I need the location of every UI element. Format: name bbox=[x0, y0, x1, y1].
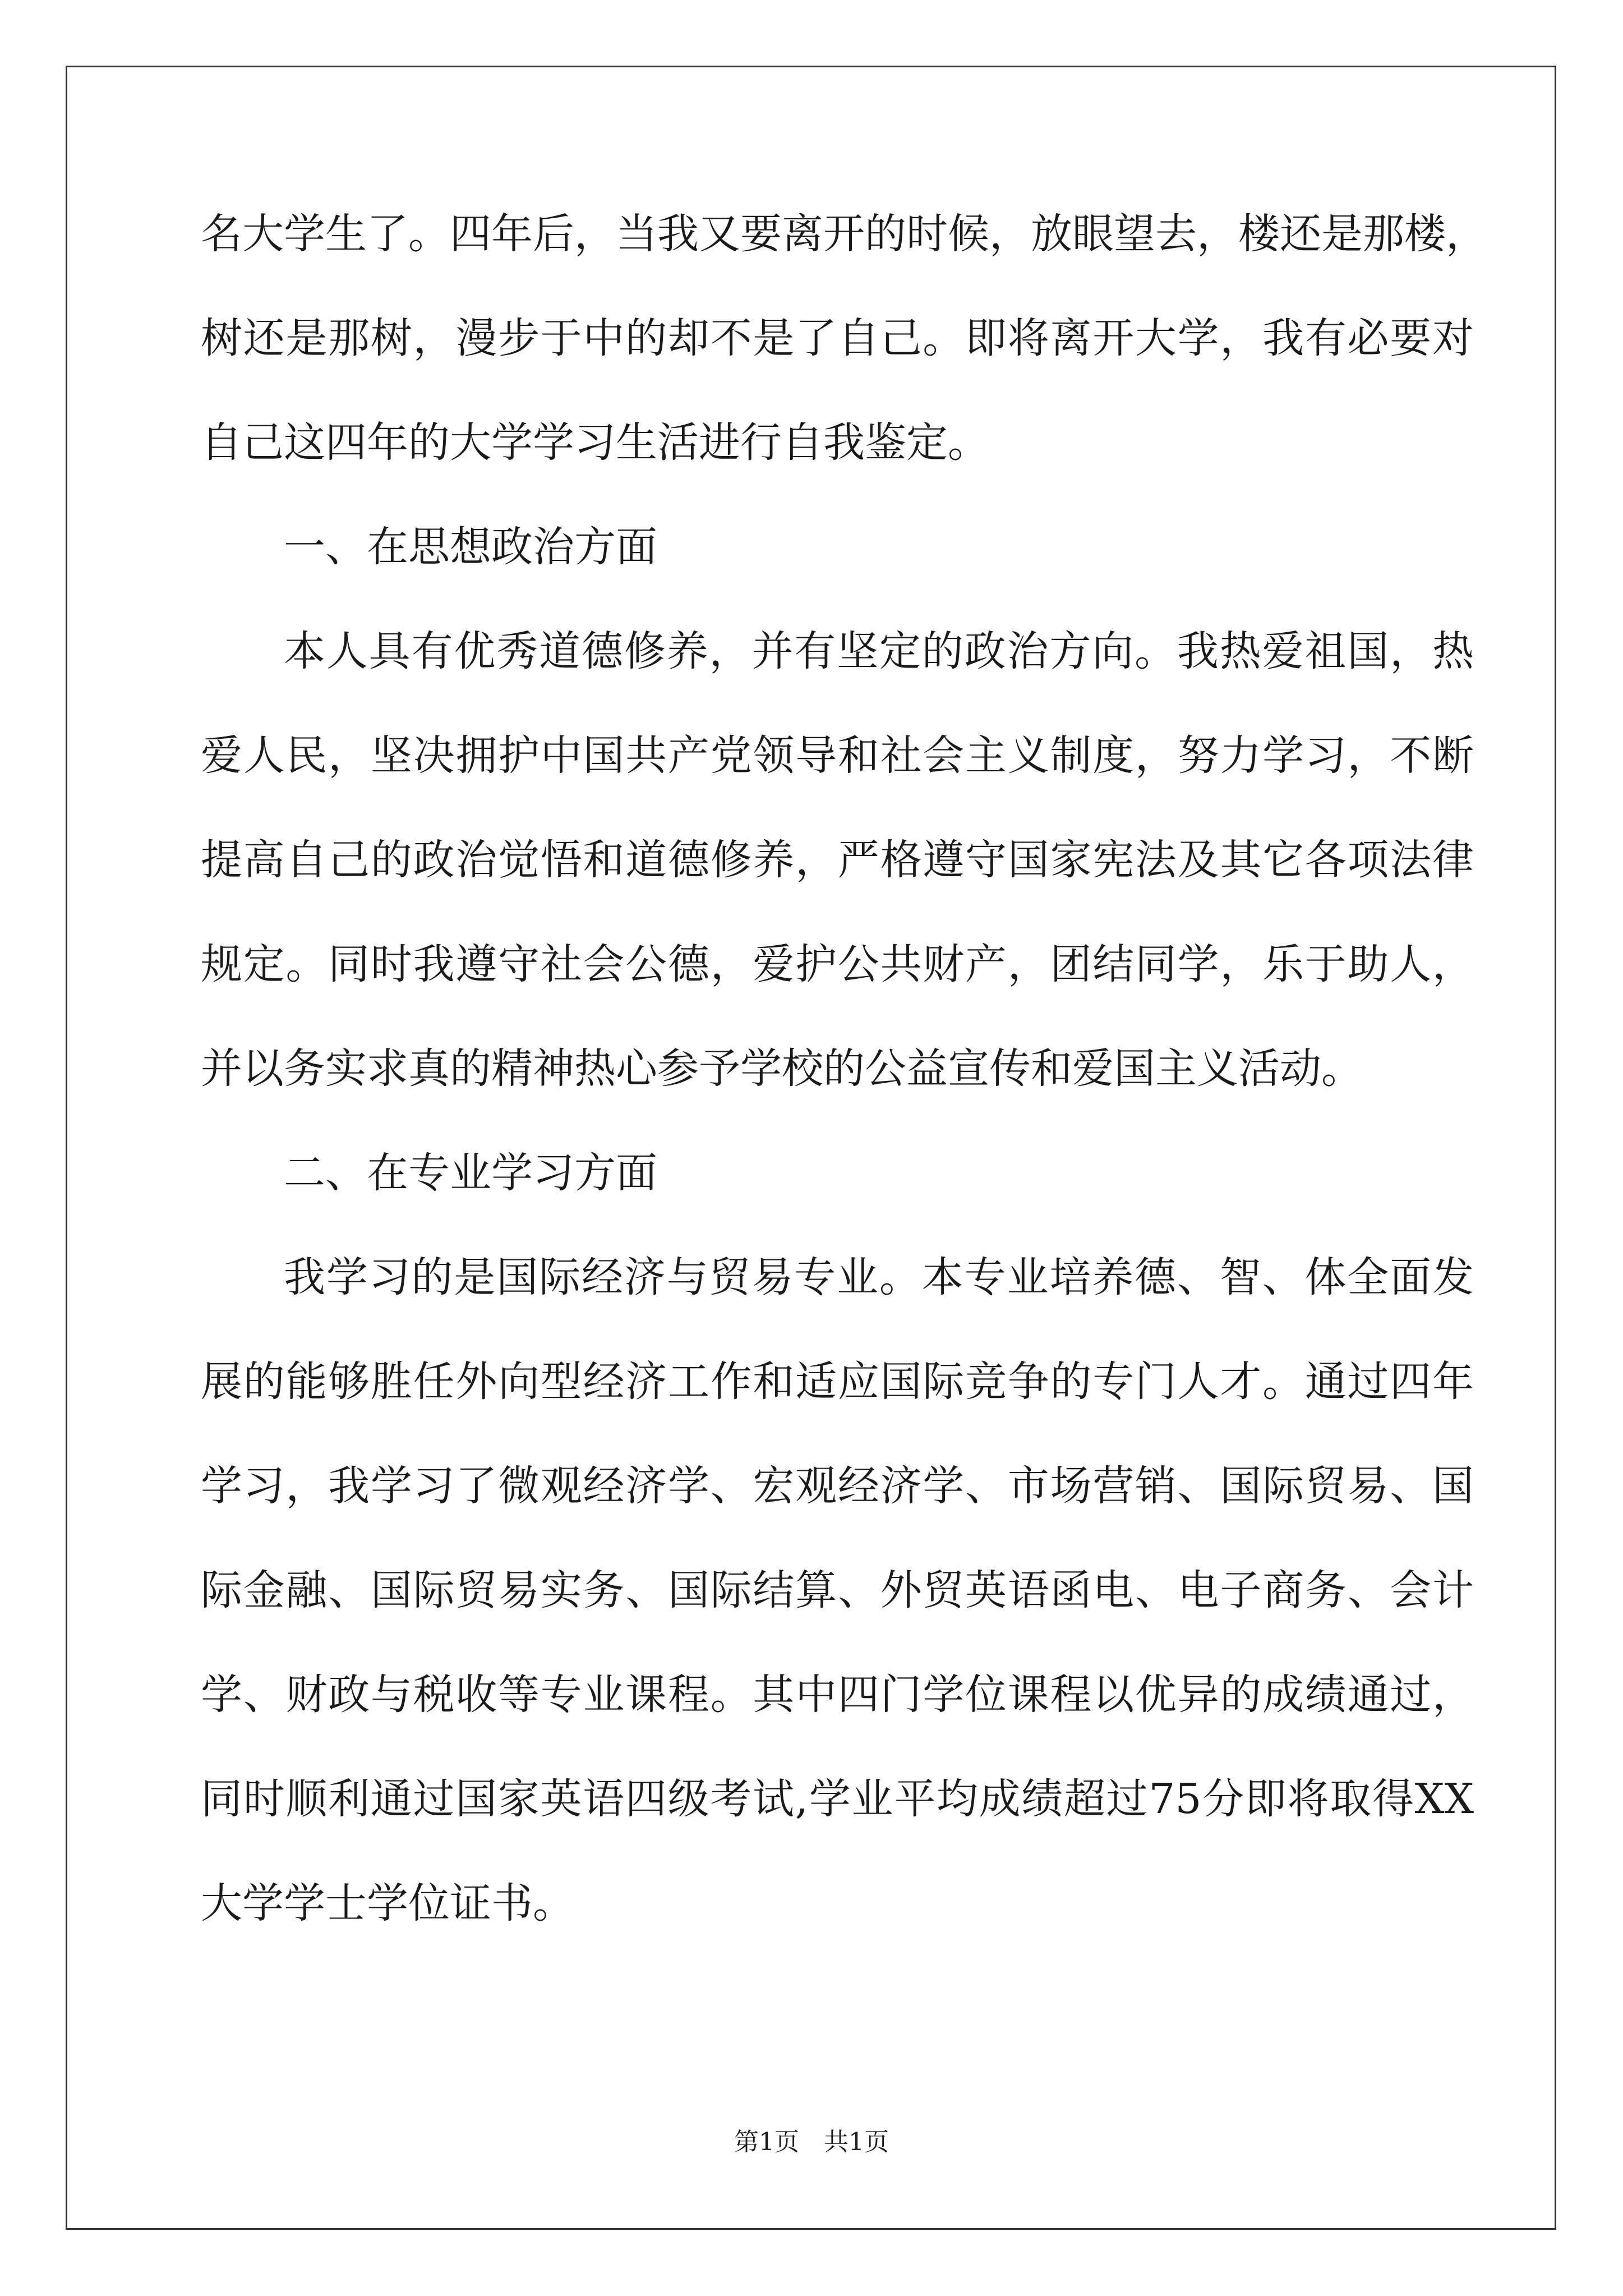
paragraph-line: 同时顺利通过国家英语四级考试,学业平均成绩超过75分即将取得XX bbox=[201, 1775, 1474, 1823]
paragraph-2 bbox=[201, 627, 1474, 1093]
paragraph-line: 规定。同时我遵守社会公德，爱护公共财产，团结同学，乐于助人， bbox=[201, 940, 1474, 988]
paragraph-line: 学、财政与税收等专业课程。其中四门学位课程以优异的成绩通过， bbox=[201, 1671, 1474, 1719]
paragraph-1 bbox=[201, 210, 1487, 467]
paragraph-line: 大学学士学位证书。 bbox=[201, 1879, 574, 1927]
paragraph-line: 爱人民，坚决拥护中国共产党领导和社会主义制度，努力学习，不断 bbox=[201, 731, 1474, 780]
paragraph-line: 学习，我学习了微观经济学、宏观经济学、市场营销、国际贸易、国 bbox=[201, 1462, 1474, 1510]
document-body bbox=[201, 210, 1487, 1987]
paragraph-3 bbox=[201, 1253, 1474, 1927]
paragraph-line: 我学习的是国际经济与贸易专业。本专业培养德、智、体全面发 bbox=[284, 1253, 1474, 1301]
page-number: 第1页 共1页 bbox=[734, 2128, 889, 2156]
paragraph-line: 提高自己的政治觉悟和道德修养，严格遵守国家宪法及其它各项法律 bbox=[201, 836, 1474, 884]
paragraph-line: 名大学生了。四年后，当我又要离开的时候，放眼望去，楼还是那楼， bbox=[201, 210, 1487, 258]
paragraph-line: 树还是那树，漫步于中的却不是了自己。即将离开大学，我有必要对 bbox=[201, 314, 1474, 362]
section-heading-academic: 二、在专业学习方面 bbox=[284, 1149, 657, 1197]
paragraph-line: 际金融、国际贸易实务、国际结算、外贸英语函电、电子商务、会计 bbox=[201, 1566, 1474, 1614]
paragraph-line: 本人具有优秀道德修养，并有坚定的政治方向。我热爱祖国，热 bbox=[284, 627, 1474, 675]
paragraph-line: 展的能够胜任外向型经济工作和适应国际竞争的专门人才。通过四年 bbox=[201, 1358, 1474, 1406]
paragraph-line: 自己这四年的大学学习生活进行自我鉴定。 bbox=[201, 418, 989, 467]
paragraph-line: 并以务实求真的精神热心参予学校的公益宣传和爱国主义活动。 bbox=[201, 1045, 1363, 1093]
section-heading-political: 一、在思想政治方面 bbox=[284, 523, 657, 571]
